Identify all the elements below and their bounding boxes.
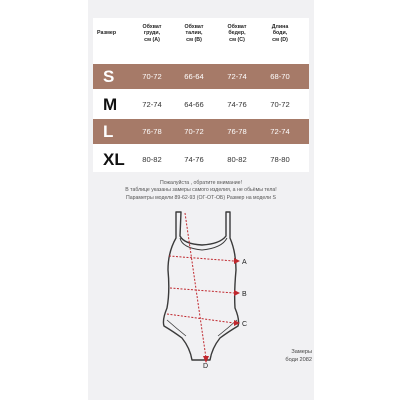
chest-value: 80-82 bbox=[142, 155, 162, 164]
arrow-b-icon bbox=[234, 290, 240, 296]
label-c: C bbox=[242, 321, 248, 328]
chest-value: 76-78 bbox=[142, 127, 162, 136]
size-chart-sheet bbox=[88, 0, 314, 400]
table-row-m bbox=[93, 92, 309, 117]
notes-garment: В таблице указаны замеры самого изделия, а не обьёмы тела! bbox=[125, 187, 277, 194]
measure-a-line bbox=[169, 256, 234, 261]
arrow-a-icon bbox=[234, 258, 240, 264]
size-table bbox=[93, 18, 309, 172]
waist-value: 70-72 bbox=[184, 127, 204, 136]
measure-lines bbox=[167, 213, 234, 358]
hips-value: 80-82 bbox=[227, 155, 247, 164]
bodysuit-outline bbox=[163, 212, 238, 360]
chest-value: 70-72 bbox=[142, 72, 162, 81]
size-label: XL bbox=[103, 150, 125, 169]
bodysuit-diagram bbox=[88, 208, 314, 368]
header-waist: Обхват талии, см (B) bbox=[184, 24, 204, 43]
size-label: S bbox=[103, 67, 115, 86]
size-label: M bbox=[103, 95, 118, 114]
table-row-s bbox=[93, 64, 309, 89]
hips-value: 76-78 bbox=[227, 127, 247, 136]
length-value: 72-74 bbox=[270, 127, 290, 136]
table-row-l bbox=[93, 119, 309, 144]
hips-value: 74-76 bbox=[227, 100, 247, 109]
notes-attention: Пожалуйста , обратите внимание! bbox=[159, 180, 243, 186]
header-length: Длина боди, см (D) bbox=[271, 24, 289, 43]
length-value: 70-72 bbox=[270, 100, 290, 109]
product-caption bbox=[272, 348, 312, 364]
waist-value: 74-76 bbox=[184, 155, 204, 164]
measure-arrowheads bbox=[203, 258, 240, 363]
header-chest: Обхват груди, см (А) bbox=[142, 24, 162, 43]
size-label: L bbox=[103, 122, 114, 141]
notes-model: Параметры модели 89-62-93 (ОГ-ОТ-ОБ) Размер на модели S bbox=[126, 194, 276, 201]
length-value: 78-80 bbox=[270, 155, 290, 164]
label-b: B bbox=[242, 291, 247, 298]
length-value: 68-70 bbox=[270, 72, 290, 81]
hips-value: 72-74 bbox=[227, 72, 247, 81]
caption-title: Замеры bbox=[291, 349, 312, 355]
measure-b-line bbox=[170, 288, 234, 293]
waist-value: 66-64 bbox=[184, 72, 204, 81]
table-row-xl bbox=[93, 147, 309, 172]
measure-d-line bbox=[185, 213, 206, 358]
waist-value: 64-66 bbox=[184, 100, 204, 109]
header-hips: Обхват бедер, см (С) bbox=[227, 24, 247, 43]
label-d: D bbox=[203, 363, 209, 368]
measurement-notes bbox=[93, 180, 309, 202]
chest-value: 72-74 bbox=[142, 100, 162, 109]
caption-model: боди 2082 bbox=[285, 357, 312, 363]
label-a: A bbox=[242, 259, 247, 266]
header-size: Размер bbox=[97, 30, 117, 36]
